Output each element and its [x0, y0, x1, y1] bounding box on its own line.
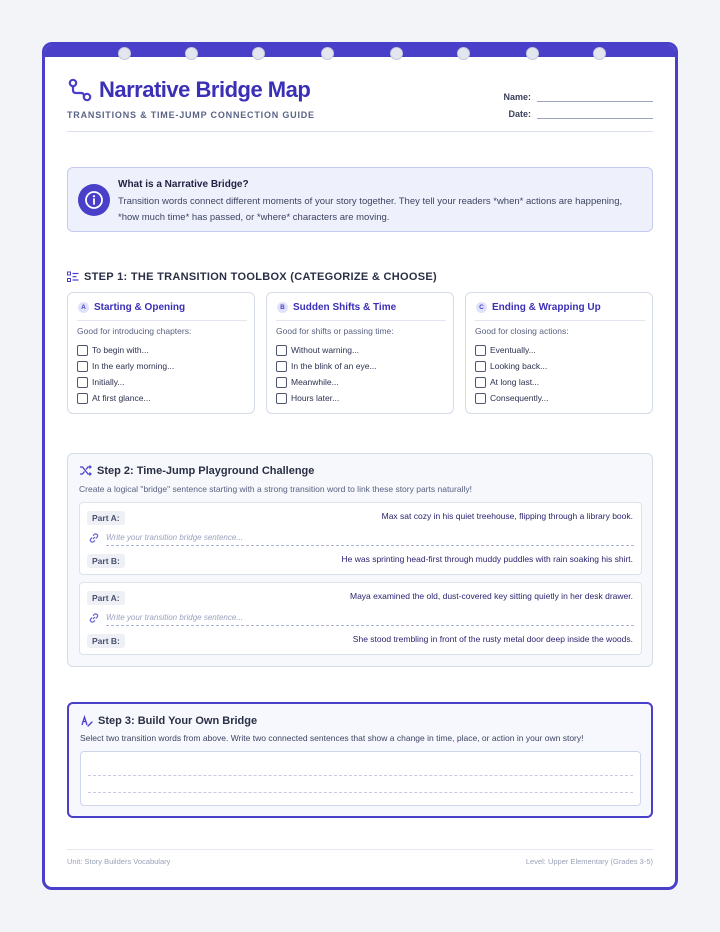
part-a-label: Part A: [87, 591, 125, 605]
page-title: Narrative Bridge Map [99, 77, 311, 102]
toolbox-column-c [465, 292, 653, 414]
step3-description: Select two transition words from above. Write two connected sentences that show a change in time, place, or action in your own story! [80, 733, 584, 743]
checkbox[interactable] [276, 345, 287, 356]
option-label: Without warning... [291, 345, 360, 355]
checkbox[interactable] [475, 393, 486, 404]
transition-option[interactable] [276, 358, 377, 374]
checkbox[interactable] [276, 393, 287, 404]
writing-line [88, 792, 633, 793]
column-badge: B [277, 302, 288, 313]
bridge-sentence-input[interactable]: Write your transition bridge sentence... [106, 533, 243, 542]
story-pair-2 [79, 582, 642, 655]
checkbox[interactable] [475, 361, 486, 372]
part-b-label: Part B: [87, 554, 125, 568]
binder-ring [321, 47, 334, 60]
option-label: Initially... [92, 377, 125, 387]
part-a-label: Part A: [87, 511, 125, 525]
link-icon [88, 532, 100, 544]
column-subtitle: Good for shifts or passing time: [276, 326, 394, 336]
column-divider [276, 320, 446, 321]
name-field[interactable] [537, 89, 653, 102]
transition-option[interactable] [475, 390, 548, 406]
writing-line [88, 775, 633, 776]
column-subtitle: Good for introducing chapters: [77, 326, 192, 336]
info-text: Transition words connect different moments of your story together. They tell your readers *when* actions are happening, *how much time* has passed, or *where* characters are moving. [118, 196, 623, 223]
step1-title: STEP 1: THE TRANSITION TOOLBOX (CATEGORIZE & CHOOSE) [84, 271, 437, 283]
binder-ring [252, 47, 265, 60]
part-b-label: Part B: [87, 634, 125, 648]
transition-option[interactable] [77, 390, 174, 406]
step2-description: Create a logical "bridge" sentence starting with a strong transition word to link these story parts naturally! [79, 484, 472, 494]
transition-list [77, 342, 174, 406]
part-a-text: Max sat cozy in his quiet treehouse, flipping through a library book. [381, 511, 633, 521]
option-label: To begin with... [92, 345, 149, 355]
checkbox[interactable] [77, 345, 88, 356]
footer-level: Level: Upper Elementary (Grades 3-5) [525, 857, 653, 866]
column-badge: C [476, 302, 487, 313]
checkbox[interactable] [77, 377, 88, 388]
writing-line [106, 625, 634, 626]
name-date-box [503, 85, 653, 119]
footer-unit: Unit: Story Builders Vocabulary [67, 857, 171, 866]
option-label: In the blink of an eye... [291, 361, 377, 371]
bridge-sentence-input[interactable]: Write your transition bridge sentence... [106, 613, 243, 622]
column-subtitle: Good for closing actions: [475, 326, 569, 336]
column-badge: A [78, 302, 89, 313]
transition-list [475, 342, 548, 406]
binder-bar [45, 45, 675, 57]
date-field[interactable] [537, 106, 653, 119]
option-label: Eventually... [490, 345, 536, 355]
column-title: Ending & Wrapping Up [492, 302, 601, 313]
part-b-text: He was sprinting head-first through muddy puddles with rain soaking his shirt. [341, 554, 633, 564]
own-bridge-writing-area[interactable] [80, 751, 641, 806]
binder-ring [118, 47, 131, 60]
checkbox[interactable] [475, 345, 486, 356]
worksheet-page [42, 42, 678, 890]
info-title: What is a Narrative Bridge? [118, 179, 249, 190]
option-label: At first glance... [92, 393, 151, 403]
checkbox[interactable] [276, 377, 287, 388]
info-icon [78, 184, 110, 216]
column-divider [77, 320, 247, 321]
transition-option[interactable] [276, 374, 377, 390]
route-icon [67, 77, 93, 103]
transition-option[interactable] [276, 342, 377, 358]
name-label: Name: [503, 92, 531, 102]
option-label: Looking back... [490, 361, 548, 371]
binder-ring [457, 47, 470, 60]
writing-line [106, 545, 634, 546]
binder-ring [185, 47, 198, 60]
page-subtitle: TRANSITIONS & TIME-JUMP CONNECTION GUIDE [67, 110, 315, 120]
binder-ring [390, 47, 403, 60]
transition-option[interactable] [475, 358, 548, 374]
option-label: Consequently... [490, 393, 549, 403]
shuffle-icon [79, 464, 92, 477]
date-label: Date: [508, 109, 531, 119]
step2-panel [67, 453, 653, 667]
step2-title: Step 2: Time-Jump Playground Challenge [97, 464, 315, 477]
binder-ring [593, 47, 606, 60]
transition-list [276, 342, 377, 406]
transition-option[interactable] [475, 342, 548, 358]
checkbox[interactable] [77, 361, 88, 372]
option-label: In the early morning... [92, 361, 175, 371]
part-a-text: Maya examined the old, dust-covered key sitting quietly in her desk drawer. [349, 591, 633, 601]
checkbox[interactable] [475, 377, 486, 388]
column-title: Sudden Shifts & Time [293, 302, 397, 313]
step2-heading [79, 464, 314, 477]
part-b-text: She stood trembling in front of the rusty metal door deep inside the woods. [352, 634, 633, 644]
header-divider [67, 131, 653, 132]
transition-option[interactable] [77, 342, 174, 358]
checklist-icon [67, 271, 79, 283]
transition-option[interactable] [77, 374, 174, 390]
checkbox[interactable] [276, 361, 287, 372]
binder-ring [526, 47, 539, 60]
column-title: Starting & Opening [94, 302, 186, 313]
option-label: At long last... [490, 377, 540, 387]
checkbox[interactable] [77, 393, 88, 404]
step3-heading [80, 714, 257, 727]
toolbox-column-a [67, 292, 255, 414]
pen-icon [80, 714, 93, 727]
transition-option[interactable] [276, 390, 377, 406]
step3-panel [67, 702, 653, 818]
story-pair-1 [79, 502, 642, 575]
column-divider [475, 320, 645, 321]
transition-option[interactable] [77, 358, 174, 374]
transition-option[interactable] [475, 374, 548, 390]
footer-divider [67, 849, 653, 850]
option-label: Meanwhile... [291, 377, 339, 387]
step3-title: Step 3: Build Your Own Bridge [98, 714, 258, 727]
info-box [67, 167, 653, 232]
toolbox-column-b [266, 292, 454, 414]
step1-heading [67, 271, 437, 283]
link-icon [88, 612, 100, 624]
option-label: Hours later... [291, 393, 340, 403]
title-row [67, 77, 310, 103]
